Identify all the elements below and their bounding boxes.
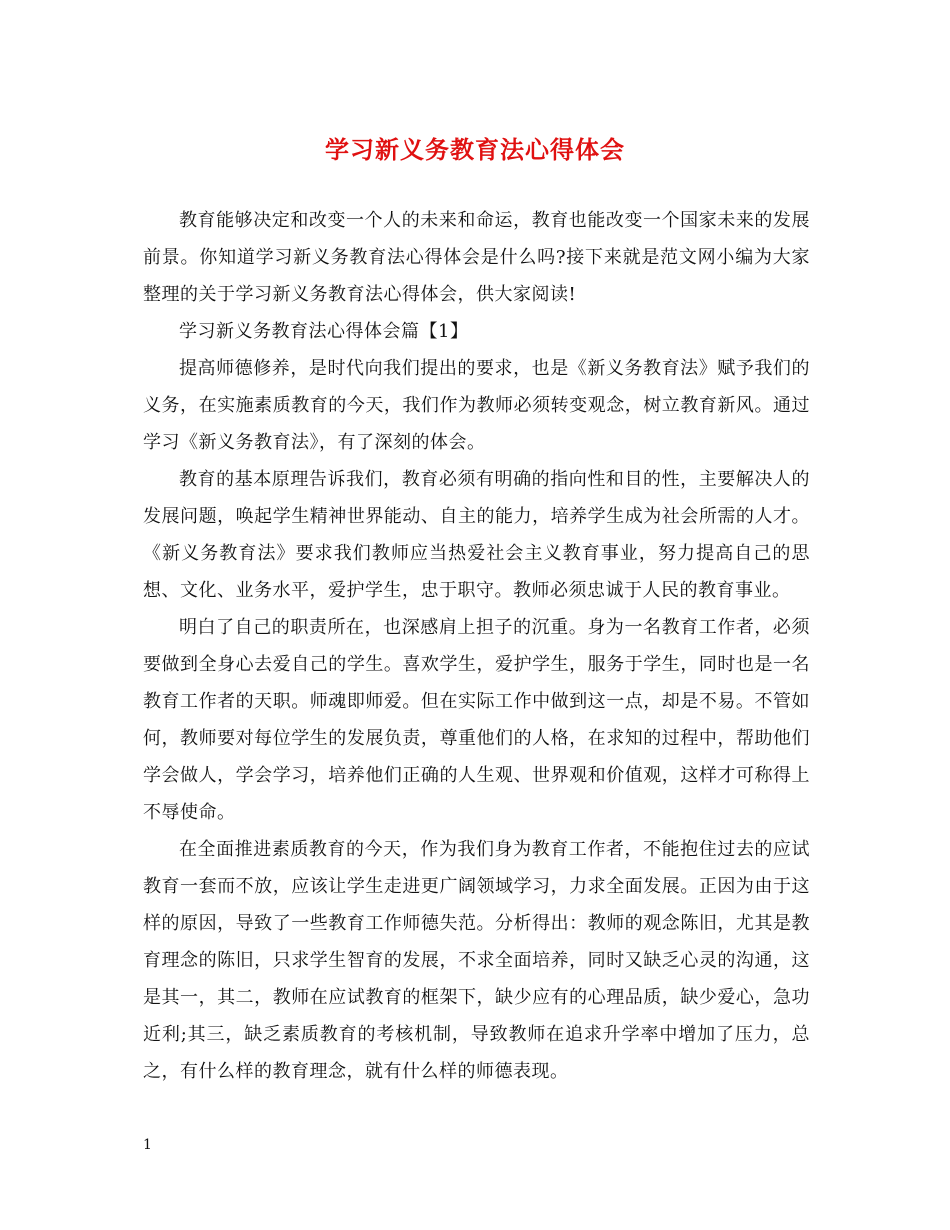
section-heading: 学习新义务教育法心得体会篇【1】 — [179, 321, 469, 342]
paragraph-intro: 教育能够决定和改变一个人的未来和命运，教育也能改变一个国家未来的发展前景。你知道学习新义务教育法心得体会是什么吗?接下来就是范文网小编为大家整理的关于学习新义务教育法心得体会，供大家阅读! — [143, 210, 810, 305]
paragraph-3: 明白了自己的职责所在，也深感肩上担子的沉重。身为一名教育工作者，必须要做到全身心去爱自己的学生。喜欢学生，爱护学生，服务于学生，同时也是一名教育工作者的天职。师魂即师爱。但在实际工作中做到这一点，却是不易。不管如何，教师要对每位学生的发展负责，尊重他们的人格，在求知的过程中，帮助他们学会做人，学会学习，培养他们正确的人生观、世界观和价值观，这样才可称得上不辱使命。 — [143, 617, 810, 823]
paragraph-2: 教育的基本原理告诉我们，教育必须有明确的指向性和目的性，主要解决人的发展问题，唤起学生精神世界能动、自主的能力，培养学生成为社会所需的人才。《新义务教育法》要求我们教师应当热爱社会主义教育事业，努力提高自己的思想、文化、业务水平，爱护学生，忠于职守。教师必须忠诚于人民的教育事业。 — [143, 469, 810, 601]
page-number: 1 — [143, 1137, 152, 1153]
document-body — [143, 202, 810, 1090]
document-title: 学习新义务教育法心得体会 — [325, 135, 625, 164]
paragraph-1: 提高师德修养，是时代向我们提出的要求，也是《新义务教育法》赋予我们的义务，在实施素质教育的今天，我们作为教师必须转变观念，树立教育新风。通过学习《新义务教育法》，有了深刻的体会。 — [143, 358, 810, 453]
paragraph-4: 在全面推进素质教育的今天，作为我们身为教育工作者，不能抱住过去的应试教育一套而不放，应该让学生走进更广阔领域学习，力求全面发展。正因为由于这样的原因，导致了一些教育工作师德失范。分析得出：教师的观念陈旧，尤其是教育理念的陈旧，只求学生智育的发展，不求全面培养，同时又缺乏心灵的沟通，这是其一，其二，教师在应试教育的框架下，缺少应有的心理品质，缺少爱心，急功近利;其三，缺乏素质教育的考核机制，导致教师在追求升学率中增加了压力，总之，有什么样的教育理念，就有什么样的师德表现。 — [143, 839, 810, 1082]
